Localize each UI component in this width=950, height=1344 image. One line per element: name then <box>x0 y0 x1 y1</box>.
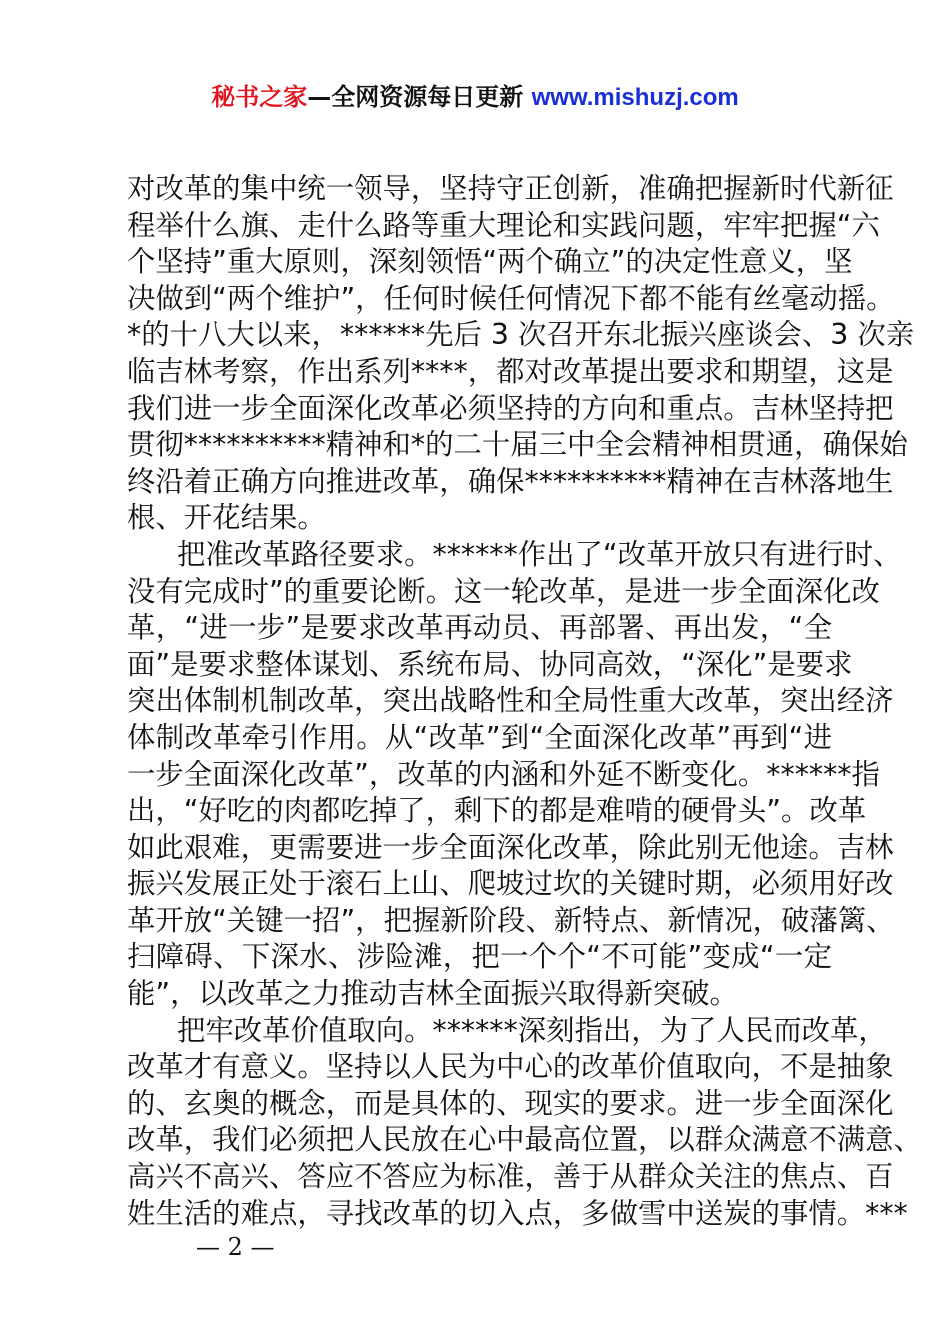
paragraph-heading-line: 把牢改革价值取向。******深刻指出，为了人民而改革， <box>177 1013 887 1047</box>
body-line: 对改革的集中统一领导，坚持守正创新，准确把握新时代新征 <box>127 172 894 205</box>
paragraph-heading-line: 把准改革路径要求。******作出了“改革开放只有进行时、 <box>177 537 902 571</box>
body-line: 我们进一步全面深化改革必须坚持的方向和重点。吉林坚持把 <box>127 391 894 425</box>
body-line: 革开放“关键一招”，把握新阶段、新特点、新情况，破藩篱、 <box>127 903 895 937</box>
body-line: 高兴不高兴、答应不答应为标准，善于从群众关注的焦点、百 <box>127 1160 894 1194</box>
site-brand: 秘书之家 <box>211 83 308 111</box>
body-line: 根、开花结果。 <box>127 501 326 535</box>
body-line: 终沿着正确方向推进改革，确保**********精神在吉林落地生 <box>127 464 894 498</box>
body-line: 姓生活的难点，寻找改革的切入点，多做雪中送炭的事情。*** <box>127 1196 908 1230</box>
body-line: 面”是要求整体谋划、系统布局、协同高效，“深化”是要求 <box>127 647 853 681</box>
body-line: 改革才有意义。坚持以人民为中心的改革价值取向，不是抽象 <box>127 1050 894 1084</box>
body-line: 的、玄奥的概念，而是具体的、现实的要求。进一步全面深化 <box>127 1086 894 1120</box>
body-line: 个坚持”重大原则，深刻领悟“两个确立”的决定性意义，坚 <box>127 245 853 279</box>
body-line: 临吉林考察，作出系列****，都对改革提出要求和期望，这是 <box>127 354 894 388</box>
body-line: 改革，我们必须把人民放在心中最高位置，以群众满意不满意、 <box>127 1123 922 1157</box>
body-line: 能”，以改革之力推动吉林全面振兴取得新突破。 <box>127 977 738 1011</box>
body-line: 革，“进一步”是要求改革再动员、再部署、再出发，“全 <box>127 611 833 645</box>
body-line: 没有完成时”的重要论断。这一轮改革，是进一步全面深化改 <box>127 574 880 608</box>
site-banner <box>0 80 950 115</box>
body-line: 扫障碍、下深水、涉险滩，把一个个“不可能”变成“一定 <box>127 940 833 974</box>
body-line: 决做到“两个维护”，任何时候任何情况下都不能有丝毫动摇。 <box>127 281 895 315</box>
body-line: 突出体制机制改革，突出战略性和全局性重大改革，突出经济 <box>127 684 894 718</box>
body-line: 振兴发展正处于滚石上山、爬坡过坎的关键时期，必须用好改 <box>127 867 894 901</box>
body-line: 如此艰难，更需要进一步全面深化改革，除此别无他途。吉林 <box>127 830 894 864</box>
body-line: *的十八大以来，******先后 3 次召开东北振兴座谈会、3 次亲 <box>127 318 915 352</box>
site-url[interactable]: www.mishuzj.com <box>531 84 739 111</box>
body-line: 贯彻**********精神和*的二十届三中全会精神相贯通，确保始 <box>127 428 908 462</box>
body-line: 程举什么旗、走什么路等重大理论和实践问题，牢牢把握“六 <box>127 208 880 242</box>
body-line: 一步全面深化改革”，改革的内涵和外延不断变化。******指 <box>127 757 880 791</box>
body-line: 体制改革牵引作用。从“改革”到“全面深化改革”再到“进 <box>127 720 832 754</box>
body-line: 出，“好吃的肉都吃掉了，剩下的都是难啃的硬骨头”。改革 <box>127 794 867 828</box>
page-number: — 2 — <box>196 1233 275 1261</box>
document-body <box>127 171 922 1232</box>
site-tagline: —全网资源每日更新 <box>307 83 532 111</box>
